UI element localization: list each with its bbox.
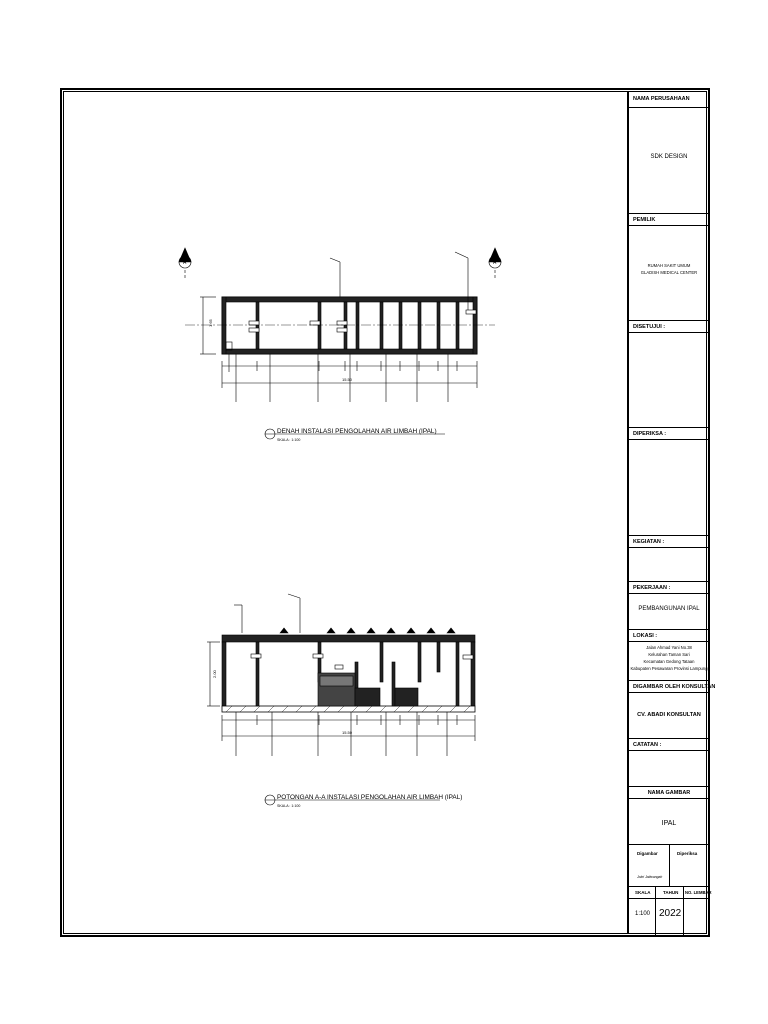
plan-marker-right-label: A — [493, 260, 497, 266]
notes-header-row — [629, 738, 709, 750]
owner-line2: GLADISH MEDICAL CENTER — [640, 270, 698, 275]
signature-divider — [669, 845, 670, 887]
info-row — [629, 898, 709, 934]
location-line-4: Kabupaten Pesawaran Provinsi Lampung — [630, 666, 708, 671]
consultant-row — [629, 692, 709, 738]
plan-dim-ticks — [222, 361, 477, 388]
drawn-by-consultant-label: DIGAMBAR OLEH KONSULTAN — [633, 684, 716, 690]
location-line-3: Kecamatan Gedong Tataan — [643, 659, 695, 664]
plan-marker-left-label: A — [183, 260, 187, 266]
consultant-value: CV. ABADI KONSULTAN — [637, 712, 701, 718]
location-row — [629, 641, 709, 680]
section-total-dim: 15.50 — [342, 730, 353, 735]
plan-partitions — [256, 302, 459, 349]
signature-row — [629, 844, 709, 886]
section-manholes — [280, 628, 455, 633]
drawn-label: Digambar — [637, 851, 658, 856]
drawing-name-row — [629, 798, 709, 844]
approved-label: DISETUJUI : — [633, 324, 666, 330]
work-header-row — [629, 581, 709, 593]
drawing-area — [64, 92, 626, 932]
drawing-name-value: IPAL — [661, 820, 677, 827]
location-line-2: Kelurahan Taman Sari — [648, 652, 690, 657]
approved-row — [629, 332, 709, 427]
drawing-name-header-row — [629, 786, 709, 798]
checked-label: DIPERIKSA : — [633, 431, 667, 437]
notes-label: CATATAN : — [633, 742, 662, 748]
checked-header-row — [629, 427, 709, 439]
owner-row — [629, 225, 709, 320]
location-header-row — [629, 629, 709, 641]
company-row — [629, 107, 709, 213]
section-height-dim: 2.00 — [212, 670, 217, 678]
company-value: SDK DESIGN — [650, 154, 688, 160]
company-header-row — [629, 91, 709, 107]
plan-total-dim: 15.50 — [342, 377, 353, 382]
location-label: LOKASI : — [633, 633, 658, 639]
section-dim-ticks — [222, 715, 475, 741]
activity-label: KEGIATAN : — [633, 539, 665, 545]
sheet-no-label: NO. LEMBAR — [685, 890, 712, 895]
notes-row — [629, 750, 709, 786]
year-label: TAHUN — [663, 890, 679, 895]
owner-header-row — [629, 213, 709, 225]
plan-scale: SKALA : 1:100 — [277, 438, 301, 442]
title-block — [627, 91, 716, 934]
work-row — [629, 593, 709, 629]
section-title: POTONGAN A-A INSTALASI PENGOLAHAN AIR LIMBAH (IPAL) — [277, 794, 463, 801]
drawing-name-label: NAMA GAMBAR — [647, 790, 691, 796]
work-label: PEKERJAAN : — [633, 585, 671, 591]
checked2-label: Diperiksa — [677, 851, 698, 856]
checked-row — [629, 439, 709, 535]
activity-row — [629, 547, 709, 581]
plan-title: DENAH INSTALASI PENGOLAHAN AIR LIMBAH (IPAL) — [277, 428, 437, 435]
approved-header-row — [629, 320, 709, 332]
info-header-row — [629, 886, 712, 898]
owner-label: PEMILIK — [633, 217, 656, 223]
activity-header-row — [629, 535, 709, 547]
scale-value: 1:100 — [635, 911, 651, 917]
company-label: NAMA PERUSAHAAN — [633, 96, 690, 102]
owner-line1: RUMAH SAKIT UMUM — [647, 263, 691, 268]
section-scale: SKALA : 1:100 — [277, 804, 301, 808]
section-drawing — [207, 594, 475, 756]
year-value: 2022 — [659, 908, 682, 919]
work-value: PEMBANGUNAN IPAL — [638, 606, 700, 612]
scale-label: SKALA — [635, 890, 651, 895]
location-line-1: Jalan Ahmad Yani No.38 — [646, 645, 692, 650]
plan-drawing — [179, 248, 501, 402]
consultant-header-row — [629, 680, 716, 692]
plan-height-dim: 1.65 — [208, 319, 213, 327]
drafter-name: Jokri Jatiwangah — [637, 875, 663, 879]
